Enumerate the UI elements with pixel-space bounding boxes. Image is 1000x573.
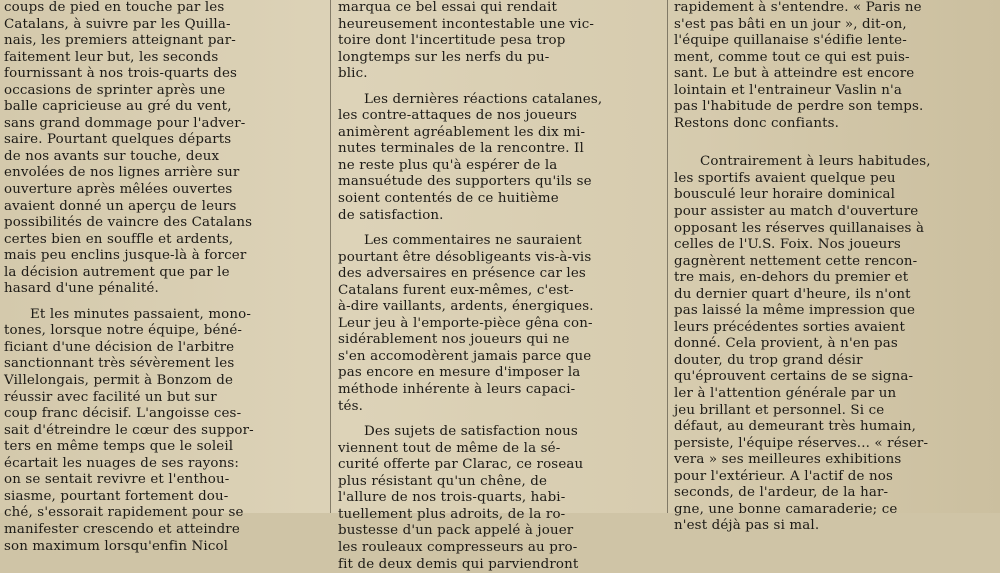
text-line: sidérablement nos joueurs qui ne (338, 332, 660, 349)
text-line: blic. (338, 66, 660, 83)
text-line: opposant les réserves quillanaises à (674, 221, 996, 238)
text-line: pourtant être désobligeants vis-à-vis (338, 250, 660, 267)
text-line: plus résistant qu'un chêne, de (338, 474, 660, 491)
text-line: sait d'étreindre le cœur des suppor- (4, 423, 322, 440)
text-line: la décision autrement que par le (4, 265, 322, 282)
text-line: tés. (338, 399, 660, 416)
text-line: Leur jeu à l'emporte-pièce gêna con- (338, 316, 660, 333)
article-column-3 (674, 0, 996, 513)
text-line: tuellement plus adroits, de la ro- (338, 507, 660, 524)
text-line: lointain et l'entraineur Vaslin n'a (674, 83, 996, 100)
text-line: coups de pied en touche par les (4, 0, 322, 17)
text-line: ler à l'attention générale par un (674, 386, 996, 403)
text-line: jeu brillant et personnel. Si ce (674, 403, 996, 420)
text-line: de satisfaction. (338, 208, 660, 225)
text-line: tones, lorsque notre équipe, béné- (4, 323, 322, 340)
text-line: faitement leur but, les seconds (4, 50, 322, 67)
column-rule (330, 0, 331, 513)
text-line: Des sujets de satisfaction nous (338, 424, 660, 441)
text-line: douter, du trop grand désir (674, 353, 996, 370)
text-line: pour assister au match d'ouverture (674, 204, 996, 221)
text-line: défaut, au demeurant très humain, (674, 419, 996, 436)
text-line: de nos avants sur touche, deux (4, 149, 322, 166)
text-line: s'en accomodèrent jamais parce que (338, 349, 660, 366)
text-line: siasme, pourtant fortement dou- (4, 489, 322, 506)
article-column-2 (338, 0, 660, 513)
text-line: les sportifs avaient quelque peu (674, 171, 996, 188)
text-line: qu'éprouvent certains de se signa- (674, 369, 996, 386)
text-line: on se sentait revivre et l'enthou- (4, 472, 322, 489)
text-line: pas laissé la même impression que (674, 303, 996, 320)
text-line: sanctionnant très sévèrement les (4, 356, 322, 373)
text-line: pas l'habitude de perdre son temps. (674, 99, 996, 116)
text-line: pas encore en mesure d'imposer la (338, 365, 660, 382)
text-line: Et les minutes passaient, mono- (4, 307, 322, 324)
text-line: les contre-attaques de nos joueurs (338, 108, 660, 125)
article-column-1 (4, 0, 322, 513)
text-line: à-dire vaillants, ardents, énergiques. (338, 299, 660, 316)
text-line: mansuétude des supporters qu'ils se (338, 174, 660, 191)
text-line: Les commentaires ne sauraient (338, 233, 660, 250)
paragraph-gap (4, 298, 322, 307)
text-line: nutes terminales de la rencontre. Il (338, 141, 660, 158)
text-line: saire. Pourtant quelques départs (4, 132, 322, 149)
text-line: possibilités de vaincre des Catalans (4, 215, 322, 232)
paragraph-gap (338, 224, 660, 233)
paragraph-gap (338, 415, 660, 424)
text-line: mais peu enclins jusque-là à forcer (4, 248, 322, 265)
text-line: certes bien en souffle et ardents, (4, 232, 322, 249)
text-line: viennent tout de même de la sé- (338, 441, 660, 458)
text-line: s'est pas bâti en un jour », dit-on, (674, 17, 996, 34)
text-line: vera » ses meilleures exhibitions (674, 452, 996, 469)
text-line: animèrent agréablement les dix mi- (338, 125, 660, 142)
text-line: coup franc décisif. L'angoisse ces- (4, 406, 322, 423)
text-line: Villelongais, permit à Bonzom de (4, 373, 322, 390)
text-line: leurs précédentes sorties avaient (674, 320, 996, 337)
text-line: les rouleaux compresseurs au pro- (338, 540, 660, 557)
text-line: fit de deux demis qui parviendront (338, 557, 660, 573)
text-line: n'est déjà pas si mal. (674, 518, 996, 535)
text-line: méthode inhérente à leurs capaci- (338, 382, 660, 399)
paragraph-gap (338, 83, 660, 92)
text-line: fournissant à nos trois-quarts des (4, 66, 322, 83)
text-line: toire dont l'incertitude pesa trop (338, 33, 660, 50)
text-line: celles de l'U.S. Foix. Nos joueurs (674, 237, 996, 254)
text-line: l'allure de nos trois-quarts, habi- (338, 490, 660, 507)
text-line: donné. Cela provient, à n'en pas (674, 336, 996, 353)
text-line: ouverture après mêlées ouvertes (4, 182, 322, 199)
text-line: ment, comme tout ce qui est puis- (674, 50, 996, 67)
text-line: rapidement à s'entendre. « Paris ne (674, 0, 996, 17)
text-line: persiste, l'équipe réserves... « réser- (674, 436, 996, 453)
text-line: ficiant d'une décision de l'arbitre (4, 340, 322, 357)
text-line: du dernier quart d'heure, ils n'ont (674, 287, 996, 304)
text-line: longtemps sur les nerfs du pu- (338, 50, 660, 67)
text-line: l'équipe quillanaise s'édifie lente- (674, 33, 996, 50)
text-line: ters en même temps que le soleil (4, 439, 322, 456)
text-line: ne reste plus qu'à espérer de la (338, 158, 660, 175)
text-line: gagnèrent nettement cette rencon- (674, 254, 996, 271)
text-line: balle capricieuse au gré du vent, (4, 99, 322, 116)
text-line: des adversaires en présence car les (338, 266, 660, 283)
text-line: hasard d'une pénalité. (4, 281, 322, 298)
text-line: son maximum lorsqu'enfin Nicol (4, 539, 322, 556)
text-line: sant. Le but à atteindre est encore (674, 66, 996, 83)
text-line: soient contentés de ce huitième (338, 191, 660, 208)
text-line: seconds, de l'ardeur, de la har- (674, 485, 996, 502)
text-line: manifester crescendo et atteindre (4, 522, 322, 539)
text-line: Catalans furent eux-mêmes, c'est- (338, 283, 660, 300)
text-line: marqua ce bel essai qui rendait (338, 0, 660, 17)
text-line: réussir avec facilité un but sur (4, 390, 322, 407)
text-line: Les dernières réactions catalanes, (338, 92, 660, 109)
text-line: tre mais, en-dehors du premier et (674, 270, 996, 287)
text-line: heureusement incontestable une vic- (338, 17, 660, 34)
paragraph-gap (674, 132, 996, 154)
column-rule (667, 0, 668, 513)
text-line: nais, les premiers atteignant par- (4, 33, 322, 50)
text-line: bustesse d'un pack appelé à jouer (338, 523, 660, 540)
text-line: occasions de sprinter après une (4, 83, 322, 100)
text-line: pour l'extérieur. A l'actif de nos (674, 469, 996, 486)
text-line: ché, s'essorait rapidement pour se (4, 505, 322, 522)
text-line: écartait les nuages de ses rayons: (4, 456, 322, 473)
text-line: envolées de nos lignes arrière sur (4, 165, 322, 182)
text-line: Catalans, à suivre par les Quilla- (4, 17, 322, 34)
text-line: Restons donc confiants. (674, 116, 996, 133)
text-line: curité offerte par Clarac, ce roseau (338, 457, 660, 474)
text-line: bousculé leur horaire dominical (674, 187, 996, 204)
text-line: Contrairement à leurs habitudes, (674, 154, 996, 171)
text-line: sans grand dommage pour l'adver- (4, 116, 322, 133)
text-line: gne, une bonne camaraderie; ce (674, 502, 996, 519)
text-line: avaient donné un aperçu de leurs (4, 199, 322, 216)
